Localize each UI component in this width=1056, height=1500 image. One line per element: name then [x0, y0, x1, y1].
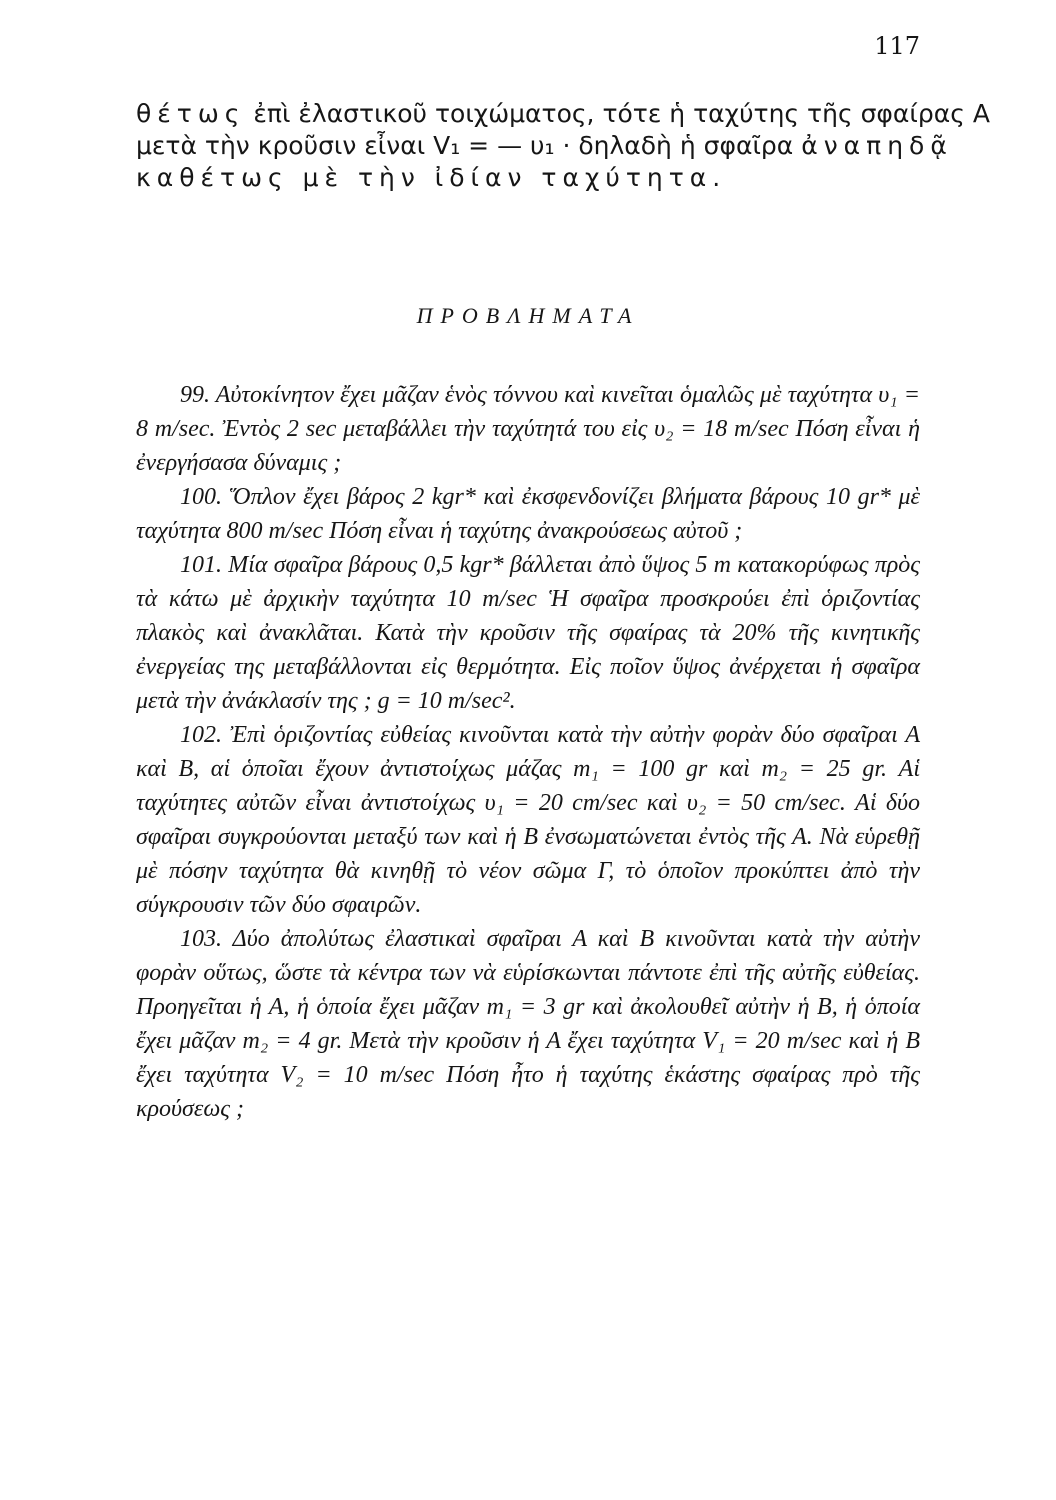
- section-heading: ΠΡΟΒΛΗΜΑΤΑ: [416, 303, 640, 328]
- problem-number: 99.: [180, 382, 210, 408]
- intro-paragraph: [136, 98, 990, 194]
- page-number: 117: [874, 32, 920, 60]
- problem-text: Μία σφαῖρα βάρους 0,5 kgr* βάλλεται ἀπὸ ὕψος 5 m κατακορύφως πρὸς τὰ κάτω μὲ ἀρχικὴν ταχύτητα 10 m/sec Ἡ σφαῖρα προσκρούει ἐπὶ ὁριζοντίας πλακὸς καὶ ἀνακλᾶται. Κατὰ τὴν κροῦσιν τῆς σφαίρας τὰ 20% τῆς κινητικῆς ἐνεργείας της μεταβάλλονται εἰς θερμότητα. Εἰς ποῖον ὕψος ἀνέρχεται ἡ σφαῖρα μετὰ τὴν ἀνάκλασίν της ; g = 10 m/sec².: [136, 552, 921, 714]
- intro-spaced-word-2: ἀναπηδᾷ: [801, 131, 953, 160]
- problem-number: 100.: [180, 484, 222, 510]
- problem-text: Αὐτοκίνητον ἔχει μᾶζαν ἑνὸς τόννου καὶ κινεῖται ὁμαλῶς μὲ ταχύτητα υ₁ = 8 m/sec. Ἐντὸς 2 sec μεταβάλλει τὴν ταχύτητά του εἰς υ₂ = 18 m/sec Πόση εἶναι ἡ ἐνεργήσασα δύναμις ;: [136, 382, 920, 476]
- problem-number: 103.: [180, 926, 222, 952]
- intro-line-1: [136, 98, 990, 130]
- problem-101: [136, 548, 920, 718]
- problem-text: Ὅπλον ἔχει βάρος 2 kgr* καὶ ἐκσφενδονίζει βλήματα βάρους 10 gr* μὲ ταχύτητα 800 m/sec Πόση εἶναι ἡ ταχύτης ἀνακρούσεως αὐτοῦ ;: [136, 484, 920, 544]
- intro-line-2-text: μετὰ τὴν κροῦσιν εἶναι V₁ = — υ₁ · δηλαδὴ ἡ σφαῖρα: [136, 131, 802, 160]
- problem-99: [136, 378, 920, 480]
- problem-number: 102.: [180, 722, 222, 748]
- intro-spaced-word-1: θέτως: [136, 99, 246, 128]
- intro-line-2: [136, 130, 953, 162]
- problem-text: Ἐπὶ ὁριζοντίας εὐθείας κινοῦνται κατὰ τὴν αὐτὴν φορὰν δύο σφαῖραι Α καὶ Β, αἱ ὁποῖαι ἔχουν ἀντιστοίχως μάζας m₁ = 100 gr καὶ m₂ = 25 gr. Αἱ ταχύτητες αὐτῶν εἶναι ἀντιστοίχως υ₁ = 20 cm/sec καὶ υ₂ = 50 cm/sec. Αἱ δύο σφαῖραι συγκρούονται μεταξύ των καὶ ἡ Β ἐνσωματώνεται ἐντὸς τῆς Α. Νὰ εὑρεθῇ μὲ πόσην ταχύτητα θὰ κινηθῇ τὸ νέον σῶμα Γ, τὸ ὁποῖον προκύπτει ἀπὸ τὴν σύγκρουσιν τῶν δύο σφαιρῶν.: [136, 722, 920, 918]
- problem-number: 101.: [180, 552, 222, 578]
- problems-list: [136, 378, 920, 1126]
- problem-100: [136, 480, 920, 548]
- problem-103: [136, 922, 920, 1126]
- problem-text: Δύο ἀπολύτως ἐλαστικαὶ σφαῖραι Α καὶ Β κινοῦνται κατὰ τὴν αὐτὴν φορὰν οὕτως, ὥστε τὰ κέντρα των νὰ εὑρίσκωνται πάντοτε ἐπὶ τῆς αὐτῆς εὐθείας. Προηγεῖται ἡ Α, ἡ ὁποία ἔχει μᾶζαν m₁ = 3 gr καὶ ἀκολουθεῖ αὐτὴν ἡ Β, ἡ ὁποία ἔχει μᾶζαν m₂ = 4 gr. Μετὰ τὴν κροῦσιν ἡ Α ἔχει ταχύτητα V₁ = 20 m/sec καὶ ἡ Β ἔχει ταχύτητα V₂ = 10 m/sec Πόση ἦτο ἡ ταχύτης ἑκάστης σφαίρας πρὸ τῆς κρούσεως ;: [136, 926, 921, 1122]
- intro-line-1-text: ἐπὶ ἐλαστικοῦ τοιχώματος, τότε ἡ ταχύτης τῆς σφαίρας Α: [245, 99, 990, 128]
- intro-line-3: καθέτως μὲ τὴν ἰδίαν ταχύτητα.: [136, 163, 727, 192]
- problem-102: [136, 718, 920, 922]
